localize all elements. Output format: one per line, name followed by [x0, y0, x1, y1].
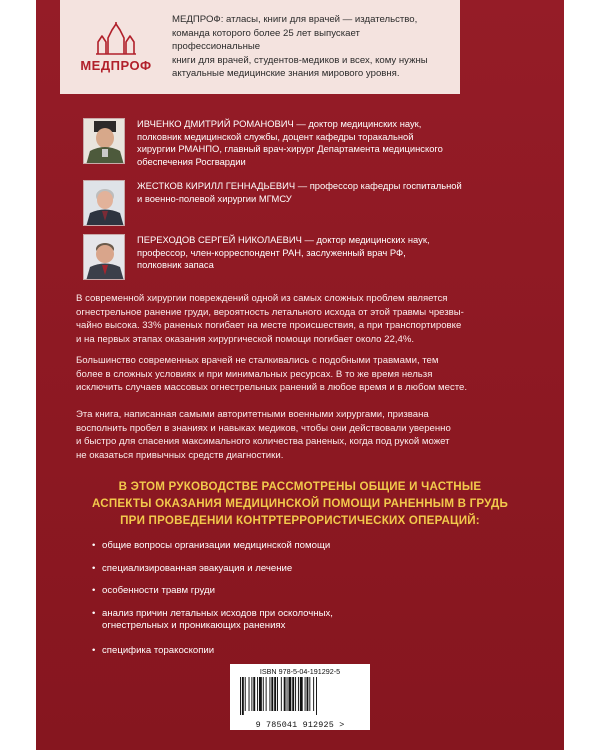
- list-item: [92, 608, 512, 633]
- bio-line: ИВЧЕНКО ДМИТРИЙ РОМАНОВИЧ — доктор медицинских наук,: [137, 118, 422, 129]
- paragraph-intro: [76, 292, 532, 346]
- author-bio: [137, 234, 430, 272]
- paragraph-line: не оказаться привычных средств диагностики.: [76, 449, 284, 461]
- blurb-line: актуальные медицинские знания мирового уровня.: [172, 68, 400, 80]
- kremlin-towers-icon: [94, 22, 138, 56]
- paragraph-line: Эта книга, написанная самыми авторитетными военными хирургами, призвана: [76, 409, 429, 420]
- bio-line: полковник медицинской службы, доцент кафедры торакальной: [137, 130, 414, 142]
- barcode-bar: [292, 677, 294, 711]
- author-photo: [83, 180, 125, 226]
- barcode-bar: [295, 677, 296, 711]
- barcode-bar: [288, 677, 291, 711]
- barcode-bar: [298, 677, 299, 711]
- barcode-bar: [263, 677, 264, 711]
- barcode-bar: [269, 677, 270, 711]
- topics-list: [92, 540, 512, 658]
- headline-line: ПРИ ПРОВЕДЕНИИ КОНТРТЕРРОРИСТИЧЕСКИХ ОПЕРАЦИЙ:: [120, 514, 480, 527]
- paragraph-line: восполнить пробел в знаниях и навыках медиков, чтобы они действовали уверенно: [76, 422, 451, 434]
- paragraph-line: В современной хирургии повреждений одной из самых сложных проблем является: [76, 293, 448, 304]
- barcode-bar: [242, 677, 244, 715]
- list-item: [92, 563, 512, 576]
- list-item: [92, 540, 512, 553]
- barcode-bar: [307, 677, 309, 711]
- barcode-bar: [313, 677, 314, 711]
- author-photo: [83, 234, 125, 280]
- barcode-bar: [271, 677, 273, 711]
- barcode-bar: [274, 677, 276, 711]
- list-item-text: • специфика торакоскопии: [102, 644, 215, 656]
- publisher-blurb: [172, 13, 460, 81]
- barcode-bar: [277, 677, 278, 711]
- logo-wordmark: МЕДПРОФ: [80, 57, 152, 73]
- barcode-bar: [305, 677, 306, 711]
- list-item-text: • анализ причин летальных исходов при осколочных,: [102, 607, 333, 619]
- isbn-digits: 9 785041 912925 >: [255, 720, 345, 730]
- barcode-bar: [287, 677, 288, 711]
- paragraph-context: [76, 354, 532, 395]
- barcode-bar: [281, 677, 282, 711]
- list-item-text: • особенности травм груди: [102, 585, 215, 597]
- barcode-bar: [316, 677, 317, 715]
- paragraph-line: более в сложных условиях и при минимальных ресурсах. В то же время нельзя: [76, 368, 433, 380]
- barcode-bar: [309, 677, 310, 711]
- blurb-line: книги для врачей, студентов-медиков и всех, кому нужны: [172, 54, 428, 66]
- headline-line: АСПЕКТЫ ОКАЗАНИЯ МЕДИЦИНСКОЙ ПОМОЩИ РАНЕННЫМ В ГРУДЬ: [91, 497, 508, 510]
- barcode-bar: [253, 677, 255, 711]
- paragraph-line: и на первых этапах оказания хирургической помощи погибает около 22,4%.: [76, 333, 415, 345]
- paragraph-purpose: [76, 408, 532, 462]
- barcode-bar: [284, 677, 286, 711]
- barcode-bar: [249, 677, 250, 711]
- barcode-bar: [240, 677, 241, 715]
- author-perekhodov: [83, 234, 533, 280]
- author-bio: [137, 180, 462, 205]
- isbn-label: ISBN 978-5-04-191292-5: [259, 667, 341, 676]
- bio-line: ЖЕСТКОВ КИРИЛЛ ГЕННАДЬЕВИЧ — профессор кафедры госпитальной: [137, 180, 462, 191]
- list-item: [92, 645, 512, 658]
- barcode-icon: [236, 677, 364, 715]
- barcode-bar: [266, 677, 267, 711]
- barcode-bar: [259, 677, 262, 711]
- barcode-bar: [251, 677, 252, 711]
- paragraph-line: и быстро для спасения максимального количества раненых, когда под рукой может: [76, 436, 450, 448]
- list-item-text: • специализированная эвакуация и лечение: [102, 562, 293, 574]
- publisher-banner: [60, 0, 460, 94]
- headline: [70, 478, 530, 529]
- barcode-bar: [257, 677, 258, 711]
- list-item-text: огнестрельных и проникающих ранениях: [102, 620, 286, 632]
- paragraph-line: огнестрельное ранение груди, вероятность летального исхода от этой травмы чрезвы-: [76, 306, 464, 318]
- blurb-line: команда которого более 25 лет выпускает профессиональные: [172, 27, 360, 53]
- bio-line: обеспечения Росгвардии: [137, 155, 246, 167]
- list-item: [92, 585, 512, 598]
- author-zhestkov: [83, 180, 533, 226]
- author-ivchenko: [83, 118, 533, 172]
- barcode-bar: [245, 677, 246, 711]
- isbn-barcode-box: [230, 664, 370, 730]
- bio-line: ПЕРЕХОДОВ СЕРГЕЙ НИКОЛАЕВИЧ — доктор медицинских наук,: [137, 234, 430, 245]
- headline-line: В ЭТОМ РУКОВОДСТВЕ РАССМОТРЕНЫ ОБЩИЕ И ЧАСТНЫЕ: [118, 480, 482, 493]
- bio-line: полковник запаса: [137, 259, 214, 271]
- barcode-bar: [300, 677, 303, 711]
- list-item-text: • общие вопросы организации медицинской помощи: [102, 540, 331, 551]
- paragraph-line: исключить случаев массовых огнестрельных ранений в любое время и в любом месте.: [76, 382, 468, 394]
- authors-list: [83, 118, 533, 288]
- paragraph-line: Большинство современных врачей не сталкивались с подобными травмами, тем: [76, 355, 439, 366]
- author-bio: [137, 118, 443, 168]
- bio-line: и военно-полевой хирургии МГМСУ: [137, 192, 292, 204]
- publisher-logo: [60, 0, 172, 94]
- blurb-line: МЕДПРОФ: атласы, книги для врачей — издательство,: [172, 14, 418, 26]
- paragraph-line: чайно высока. 33% раненых погибает на месте происшествия, а при транспортировке: [76, 320, 462, 332]
- bio-line: профессор, член-корреспондент РАН, заслуженный врач РФ,: [137, 246, 406, 258]
- bio-line: хирургии РМАНПО, главный врач-хирург Департамента медицинского: [137, 143, 443, 155]
- author-photo: [83, 118, 125, 164]
